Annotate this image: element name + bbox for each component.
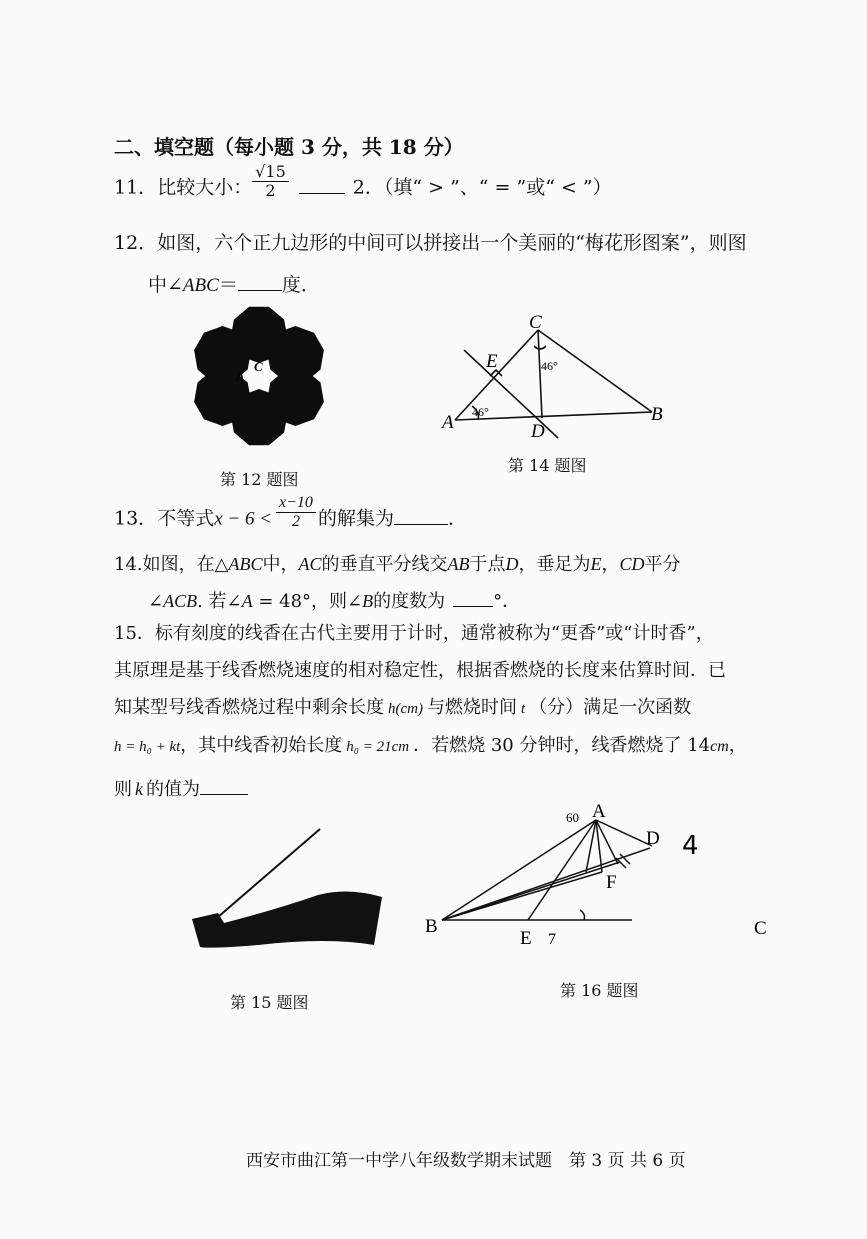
var-ac: AC: [298, 554, 322, 574]
figure-15-caption: 第 15 题图: [230, 993, 309, 1012]
q14-text: 于点: [469, 554, 506, 575]
q13-fraction: [276, 495, 316, 530]
q15-text: （分）满足一次函数: [529, 697, 692, 718]
fraction-denominator: 2: [291, 513, 300, 530]
segment-ad: [596, 820, 652, 846]
var-k: k: [135, 779, 143, 799]
geometry-figure-16: [420, 800, 780, 950]
section-title: 二、填空题（每小题 3 分，共 18 分）: [114, 135, 464, 159]
var-t: t: [520, 701, 526, 717]
var-cd: CD: [619, 554, 645, 574]
q15-text: 则: [114, 779, 132, 800]
point-label-d: D: [531, 421, 545, 442]
question-number: 14.: [114, 554, 143, 575]
q15-text: ．若燃烧 30 分钟时，线香燃烧了 14: [413, 735, 711, 756]
q13-text: ．: [447, 507, 467, 530]
question-14-line2: [148, 592, 520, 611]
point-label-b: B: [425, 916, 438, 937]
segment-ba: [442, 820, 596, 920]
question-15-line4: [114, 737, 747, 755]
point-label-d: D: [646, 828, 660, 849]
point-label-c: C: [254, 359, 263, 374]
q14-text: 的垂直平分线交: [321, 554, 448, 575]
equals-sign: ＝: [218, 274, 238, 296]
note-4: 4: [682, 831, 699, 861]
fraction-denominator: 2: [265, 181, 276, 200]
small-arc: [580, 910, 585, 920]
triangle-figure-14: [440, 310, 670, 445]
q14-text: °．: [493, 591, 521, 612]
segment-cd: [538, 330, 542, 418]
q14-text: 如图，在△: [142, 554, 229, 575]
formula: h = h₀ + kt: [114, 739, 181, 755]
answer-blank[interactable]: [453, 606, 493, 607]
answer-blank[interactable]: [238, 290, 282, 291]
q14-text: ，: [601, 554, 620, 575]
q11-fraction: [252, 164, 289, 199]
question-13: [114, 494, 467, 530]
point-label-a: A: [592, 801, 606, 822]
q14-text: 中，: [262, 554, 299, 575]
angle-label-c: 46°: [541, 359, 558, 373]
inequality-lhs: x − 6 <: [214, 508, 273, 530]
q14-text: 平分: [644, 554, 681, 575]
point-label-c: C: [529, 312, 542, 333]
var-ab: AB: [447, 554, 470, 574]
point-label-a: A: [236, 369, 245, 384]
var-h0: h₀ = 21cm: [346, 739, 410, 755]
plum-blossom-figure: [188, 305, 330, 447]
segment-af2: [596, 820, 618, 864]
answer-blank[interactable]: [200, 794, 248, 795]
fraction-numerator: [252, 164, 289, 182]
angle-label-a: 46°: [472, 405, 489, 419]
question-12-line2: [148, 276, 320, 295]
var-b: B: [362, 591, 374, 611]
segment-bf2: [442, 862, 620, 920]
q14-text: . 若∠: [197, 591, 242, 612]
q15-text: 的值为: [146, 779, 200, 800]
question-number: 11．: [114, 176, 158, 199]
q15-text: ，其中线香初始长度: [180, 735, 343, 756]
q12-text: 中∠: [148, 274, 183, 296]
answer-blank[interactable]: [394, 524, 448, 525]
q14-text: 的度数为: [373, 591, 446, 612]
var-h-cm: h(cm): [388, 701, 423, 717]
point-label-a: A: [442, 412, 454, 433]
q11-hint: ．（填“ > ”、“ = ”或“ < ”）: [364, 176, 612, 199]
q14-text: ∠: [148, 591, 164, 612]
point-label-b: B: [651, 404, 663, 425]
unit-cm: cm: [710, 738, 729, 755]
question-number: 15．: [114, 623, 155, 644]
q14-text: = 48°，则∠: [252, 591, 363, 612]
q13-text: 的解集为: [317, 507, 394, 530]
question-15-line3: [114, 699, 691, 717]
angle-name: ABC: [182, 275, 219, 296]
page-footer: 西安市曲江第一中学八年级数学期末试题 第 3 页 共 6 页: [246, 1151, 686, 1171]
q15-text: ，: [728, 735, 747, 756]
q11-value: 2: [352, 176, 365, 199]
q15-text: 知某型号线香燃烧过程中剩余长度: [114, 697, 384, 718]
figure-12-caption: 第 12 题图: [220, 470, 299, 489]
fraction-numerator: x−10: [276, 495, 316, 513]
question-11: [114, 162, 612, 200]
sqrt-15: √15: [255, 162, 286, 181]
var-e: E: [590, 554, 602, 574]
question-15-line2: 其原理是基于线香燃烧速度的相对稳定性，根据香燃烧的长度来估算时间．已: [114, 660, 726, 681]
incense-figure-15: [188, 825, 388, 955]
q15-text: 标有刻度的线香在古代主要用于计时，通常被称为“更香”或“计时香”，: [154, 623, 714, 644]
angle-arc-c: [534, 346, 546, 349]
figure-16-caption: 第 16 题图: [560, 981, 639, 1000]
note-7: 7: [548, 931, 556, 948]
question-15-line1: [114, 625, 714, 643]
figure-14-caption: 第 14 题图: [508, 456, 587, 475]
question-12-line1: [114, 234, 747, 253]
question-15-line5: [114, 780, 248, 799]
point-label-c: C: [754, 918, 767, 939]
q14-text: ，垂足为: [518, 554, 591, 575]
var-a: A: [241, 591, 253, 611]
question-number: 13．: [114, 507, 158, 530]
note-60: 60: [566, 810, 579, 825]
point-label-f: F: [606, 872, 617, 893]
var-d: D: [505, 554, 519, 574]
segment-ac: [455, 330, 538, 420]
var-acb: ACB: [163, 591, 198, 611]
segment-af: [596, 820, 602, 872]
question-number: 12．: [114, 232, 158, 254]
var-abc: ABC: [228, 554, 263, 574]
q12-text: 度．: [281, 274, 320, 296]
q11-prefix: 比较大小：: [157, 176, 253, 199]
point-label-e: E: [520, 928, 532, 949]
question-14-line1: [114, 555, 681, 574]
q13-text: 不等式: [157, 507, 215, 530]
incense-holder: [192, 891, 382, 947]
point-label-e: E: [486, 351, 498, 372]
answer-blank[interactable]: [299, 193, 345, 194]
q12-text: 如图，六个正九边形的中间可以拼接出一个美丽的“梅花形图案”，则图: [157, 232, 747, 254]
q15-text: 与燃烧时间: [426, 697, 517, 718]
